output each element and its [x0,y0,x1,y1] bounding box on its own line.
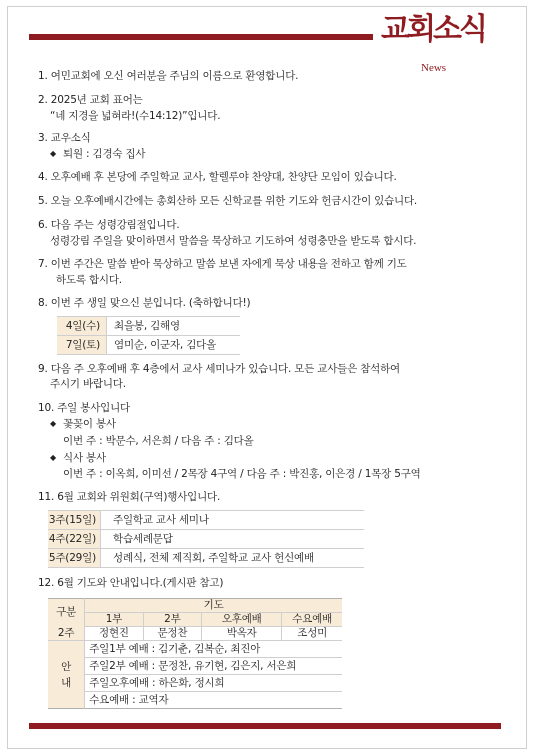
table-row [48,530,364,549]
item-9: 9. 다음 주 오후예배 후 4층에서 교사 세미나가 있습니다. 모든 교사들은 참석하여 [38,363,400,375]
item-7: 7. 이번 주간은 말씀 받아 묵상하고 말씀 보낸 자에게 묵상 내용을 전하고 함께 기도 [38,258,407,270]
prayer-row-label: 2주 [48,627,85,641]
birthday-table [57,316,240,355]
event-name: 성례식, 전체 제직회, 주일학교 교사 헌신예배 [113,552,314,564]
table-row [48,511,364,530]
event-week: 4주(22일) [48,530,101,549]
prayer-group-label: 기도 [85,599,342,613]
item-10: 10. 주일 봉사입니다 [38,402,130,414]
event-name: 학습세례문답 [113,533,173,545]
item-9-detail: 주시기 바랍니다. [50,378,126,390]
item-10-meal: 식사 봉사 [63,452,106,464]
item-2-motto: “네 지경을 넓혀라!(수14:12)”입니다. [50,110,221,122]
event-week: 3주(15일) [48,511,101,530]
table-row [57,336,240,355]
table-row [48,549,364,568]
prayer-name: 박옥자 [202,627,282,641]
item-12: 12. 6월 기도와 안내입니다.(게시판 참고) [38,577,224,589]
prayer-col: 수요예배 [282,613,342,627]
item-6-detail: 성령강림 주일을 맞이하면서 말씀을 묵상하고 기도하여 성령충만을 받도록 합시다. [50,235,417,247]
section-subtitle: News [421,62,447,74]
guide-line: 주일1부 예배 : 김기춘, 김복순, 최진아 [85,641,342,658]
events-table [48,510,364,568]
prayer-col: 오후예배 [202,613,282,627]
section-title: 교회소식 [381,12,485,47]
item-6: 6. 다음 주는 성령강림절입니다. [38,219,180,231]
guide-line: 주일오후예배 : 하은화, 정시희 [85,675,342,692]
event-name: 주일학교 교사 세미나 [113,514,209,526]
item-3-detail: 퇴원 : 김경숙 집사 [63,148,146,160]
item-10-flower: 꽃꽂이 봉사 [63,418,116,430]
birthday-names: 최을봉, 김해영 [114,320,180,332]
table-row [57,317,240,336]
item-10-meal-detail: 이번 주 : 이옥희, 이미선 / 2목장 4구역 / 다음 주 : 박진홍, 이은경 / 1목장 5구역 [63,468,421,480]
diamond-bullet-icon: ◆ [50,453,57,462]
item-2: 2. 2025년 교회 표어는 [38,94,143,106]
item-4: 4. 오후예배 후 본당에 주일학교 교사, 할렐루야 찬양대, 찬양단 모임이 있습니다. [38,171,397,183]
item-1: 1. 여민교회에 오신 여러분을 주님의 이름으로 환영합니다. [38,70,299,82]
table-row [48,675,342,692]
prayer-col: 1부 [85,613,143,627]
footer-bar [29,723,501,729]
prayer-name: 문정찬 [143,627,201,641]
prayer-col-label: 구분 [48,599,85,627]
item-5: 5. 오늘 오후예배시간에는 총회산하 모든 신학교를 위한 기도와 헌금시간이 있습니다. [38,195,418,207]
table-row [48,692,342,709]
header-bar [29,34,373,40]
guide-label [48,641,85,709]
birthday-names: 염미순, 이군자, 김다올 [114,339,217,351]
birthday-date: 4일(수) [57,317,107,336]
table-row [48,658,342,675]
guide-line: 주일2부 예배 : 문정찬, 유기현, 김은지, 서은희 [85,658,342,675]
guide-label-1: 안 [61,660,72,673]
diamond-bullet-icon: ◆ [50,149,57,158]
item-11: 11. 6월 교회와 위원회(구역)행사입니다. [38,491,221,503]
table-row [48,627,342,641]
prayer-table [48,598,342,709]
prayer-name: 조성미 [282,627,342,641]
item-7-detail: 하도록 합시다. [56,274,122,286]
diamond-bullet-icon: ◆ [50,419,57,428]
table-row [48,641,342,658]
item-3: 3. 교우소식 [38,132,91,144]
guide-label-2: 내 [61,676,72,689]
prayer-name: 정현진 [85,627,143,641]
item-8: 8. 이번 주 생일 맞으신 분입니다. (축하합니다!) [38,297,251,309]
prayer-col: 2부 [143,613,201,627]
item-10-flower-detail: 이번 주 : 박문수, 서은희 / 다음 주 : 김다올 [63,435,254,447]
table-row [48,599,342,613]
birthday-date: 7일(토) [57,336,107,355]
event-week: 5주(29일) [48,549,101,568]
guide-line: 수요예배 : 교역자 [85,692,342,709]
table-row [48,613,342,627]
